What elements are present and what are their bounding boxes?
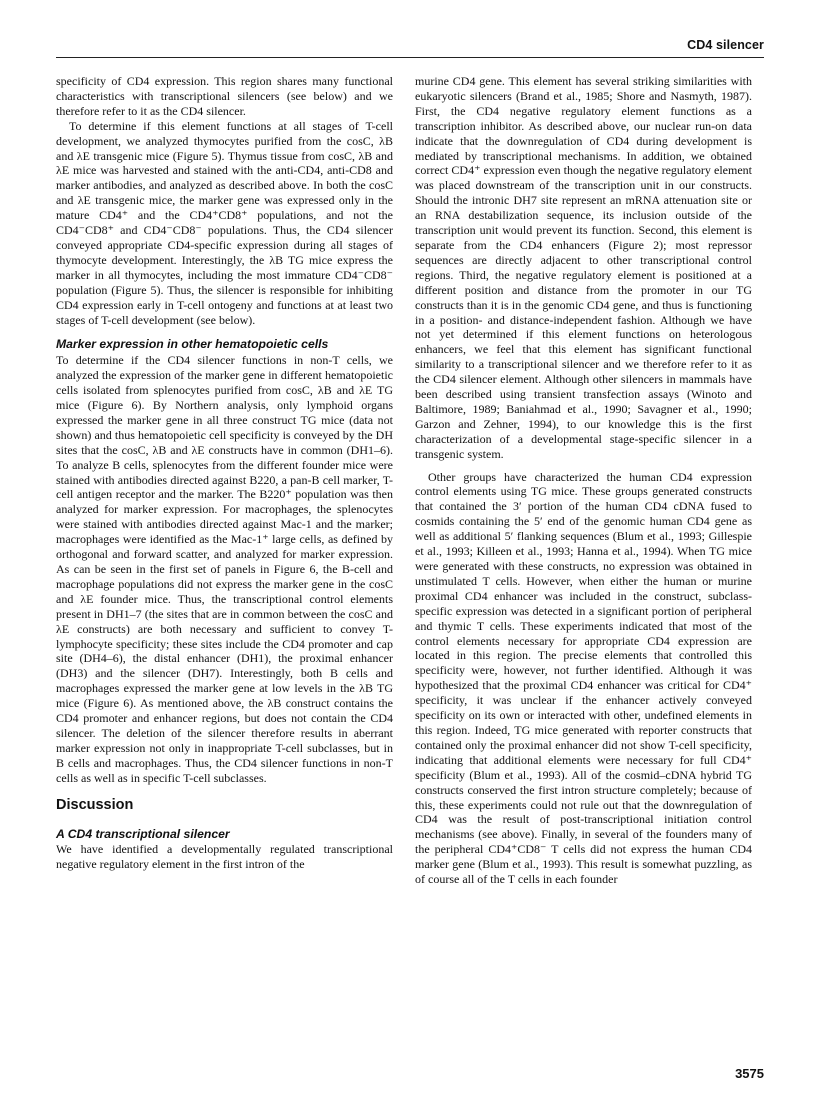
right-column <box>415 74 752 887</box>
right-para-1: murine CD4 gene. This element has several striking similarities with eukaryotic silencers (Brand et al., 1985; Shore and Nasmyth, 1987). First, the CD4 negative regulatory element functions as a transcription inhibitor. As described above, our nuclear run-on data indicate that the downregulation of CD4 during development is mediated by transcriptional mechanisms. In addition, we obtained correct CD4⁺ expression even though the negative regulatory element was placed downstream of the transcription unit in our constructs. Should the intronic DH7 site represent an mRNA attenuation site or an RNA destabilization sequence, its inclusion outside of the transcription unit would prevent its function. Second, this element is separate from the CD4 enhancers (Figure 2); most repressor sequences are directly adjacent to other transcriptional control regions. Third, the negative regulatory element is positioned at a different position and distance from the promoter in our TG constructs than it is in the genomic CD4 gene, and thus is functioning in a position- and distance-independent fashion. Although we have not yet determined if this element functions on heterologous enhancers, we feel that this element has significant functional similarity to a transcriptional silencer and we therefore refer to it as the CD4 silencer element. Although other silencers in mammals have been described using transient transfection assays (Winoto and Baltimore, 1989; Baniahmad et al., 1990; Savagner et al., 1990; Garzon and Zehner, 1994), to our knowledge this is the first characterization of a developmental stage-specific silencer in a transgenic system. <box>415 74 752 461</box>
left-para-3: To determine if the CD4 silencer functions in non-T cells, we analyzed the expression of the marker gene in different hematopoietic cells isolated from splenocytes purified from cosC, λB and λE TG mice (Figure 6). By Northern analysis, only lymphoid organs expressed the marker gene in all three construct TG mice (data not shown) and thus hematopoietic cell specificity is conveyed by the DH sites that the cosC, λB and λE constructs have in common (DH1–6). To analyze B cells, splenocytes from the different founder mice were stained with antibodies directed against B220, a pan-B cell marker, T-cell antigen receptor and the marker. The B220⁺ population was then analyzed for marker expression. For macrophages, the splenocytes were stained with antibodies directed against Mac-1 and the marker; macrophages were identified as the Mac-1⁺ large cells, as defined by orthogonal and forward scatter, and analyzed for marker expression. As can be seen in the first set of panels in Figure 6, the B-cell and macrophage populations did not express the marker gene in the cosC and λE founder mice. Thus, the transcriptional control elements present in DH1–7 (the sites that are in common between the cosC and λE constructs) are both necessary and sufficient to convey T-lymphocyte specificity; these sites include the CD4 promoter and cap site (DH4–6), the distal enhancer (DH1), the proximal enhancer (DH3) and the silencer (DH7). Interestingly, both B cells and macrophages expressed the marker gene at low levels in the λB TG mice (Figure 6). As mentioned above, the λB construct contains the CD4 promoter and enhancer regions, but does not contain the CD4 silencer. The deletion of the silencer therefore results in aberrant marker expression not only in inappropriate T-cell subclasses, but in B cells and macrophages. Thus, the CD4 silencer functions in non-T cells as well as in specific T-cell subclasses. <box>56 353 393 785</box>
header-rule <box>56 57 764 58</box>
running-head: CD4 silencer <box>687 38 764 52</box>
left-column <box>56 74 393 872</box>
page-number: 3575 <box>735 1066 764 1081</box>
subhead-marker-expression: Marker expression in other hematopoietic cells <box>56 337 329 352</box>
section-heading-discussion: Discussion <box>56 796 134 813</box>
right-para-2: Other groups have characterized the human CD4 expression control elements using TG mice. These groups generated constructs that contained the 3′ portion of the human CD4 cDNA fused to cosmids containing the 5′ end of the genomic human CD4 gene as well as additional 5′ flanking sequences (Blum et al., 1993; Gillespie et al., 1993; Killeen et al., 1993; Hanna et al., 1994). When TG mice were generated with these constructs, no expression was obtained in unstimulated T cells. However, when either the human or murine proximal CD4 enhancer was included in the construct, subclass-specific expression was detected in a significant portion of peripheral and thymic T cells. These experiments indicated that most of the control elements necessary for appropriate CD4 expression are located in this region. The precise elements that controlled this specificity were, however, not further identified. Although it was hypothesized that the proximal CD4 enhancer was critical for CD4⁺ specificity, it was unclear if the enhancer actively conveyed specificity on its own or interacted with other, undefined elements in this region. Indeed, TG mice generated with reporter constructs that contained only the proximal enhancer did not show T-cell specificity, indicating that additional elements were necessary for full CD4⁺ specificity (Blum et al., 1993). All of the cosmid–cDNA hybrid TG constructs conserved the first intron structure completely; because of this, these experiments could not rule out that the downregulation of CD4 was the result of post-transcriptional initiation control mechanisms (see above). Finally, in several of the founders many of the peripheral CD4⁺CD8⁻ T cells did not express the human CD4 marker gene (Blum et al., 1993). This result is somewhat puzzling, as of course all of the T cells in each founder <box>415 469 752 887</box>
left-para-4: We have identified a developmentally regulated transcriptional negative regulatory element in the first intron of the <box>56 842 393 872</box>
left-para-1: specificity of CD4 expression. This region shares many functional characteristics with transcriptional silencers (see below) and we therefore refer to it as the CD4 silencer. <box>56 74 393 118</box>
left-para-2: To determine if this element functions at all stages of T-cell development, we analyzed thymocytes purified from the cosC, λB and λE transgenic mice (Figure 5). Thymus tissue from cosC, λB and λE mice was harvested and stained with the anti-CD4, anti-CD8 and marker antibodies, and analyzed as described above. In both the cosC and λE transgenic mice, the marker gene was expressed only in the mature CD4⁺ and the CD4⁺CD8⁺ populations, and not the CD4⁻CD8⁺ and CD4⁻CD8⁻ populations. Thus, the CD4 silencer conveyed appropriate CD4-specific expression during all stages of thymocyte development. Interestingly, the λB TG mice express the marker in all thymocytes, including the most immature CD4⁻CD8⁻ population (Figure 5). Thus, the silencer is responsible for inhibiting CD4 expression early in T-cell ontogeny and functions at at least two stages of T-cell development (see below). <box>56 118 393 327</box>
subhead-cd4-silencer: A CD4 transcriptional silencer <box>56 826 230 841</box>
